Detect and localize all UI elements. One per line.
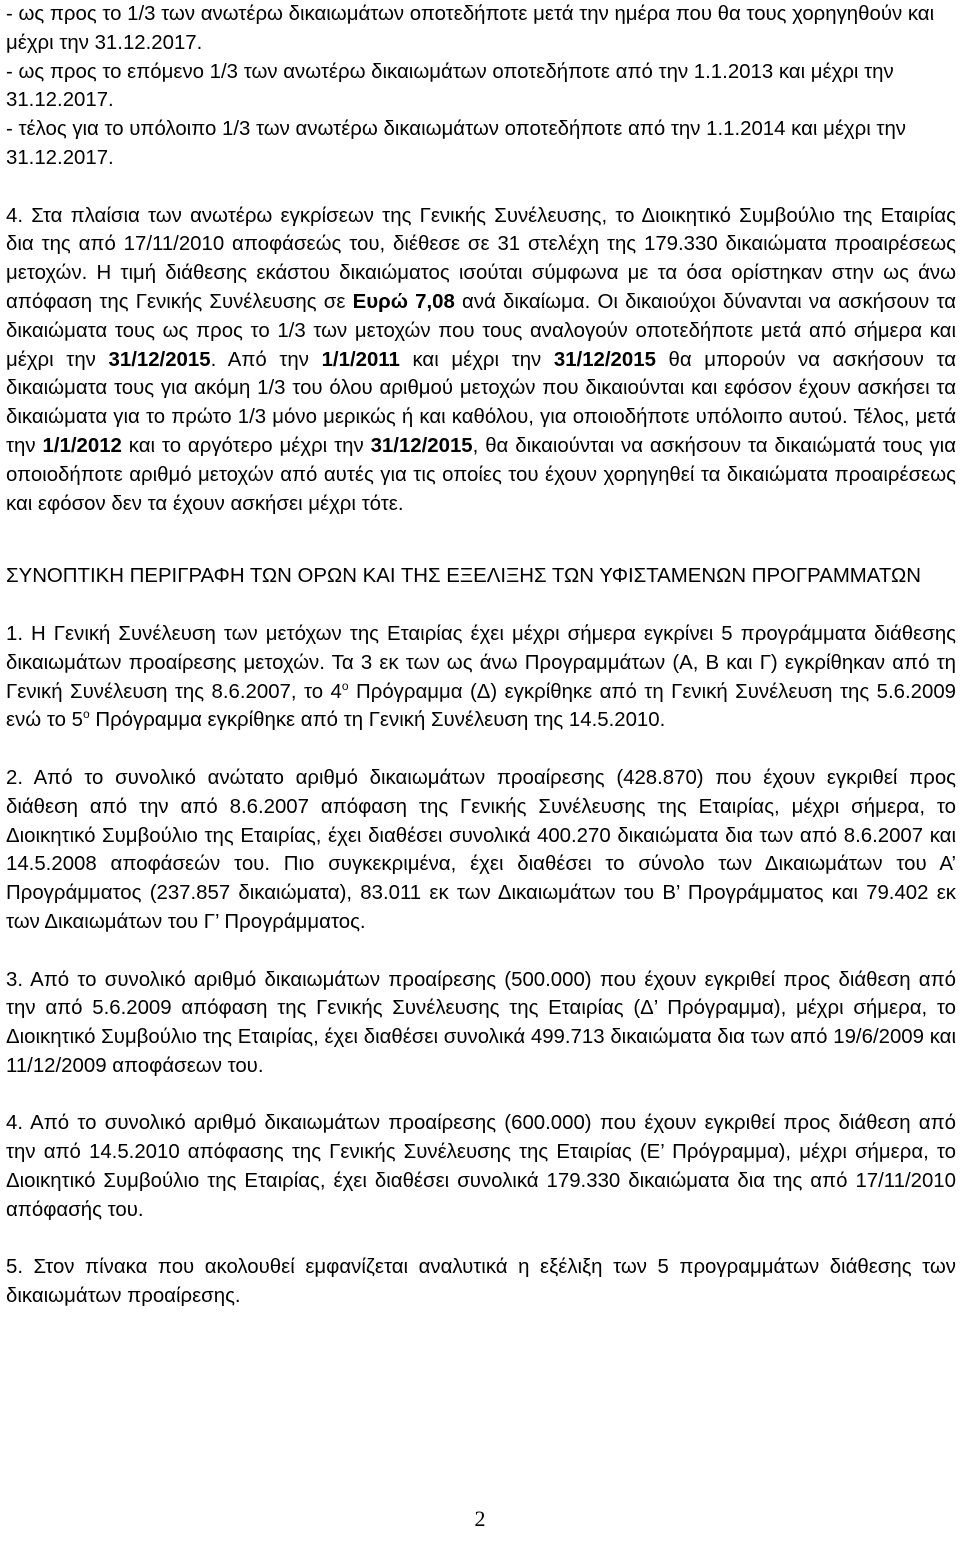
- paragraph-item-5: 5. Στον πίνακα που ακολουθεί εμφανίζεται αναλυτικά η εξέλιξη των 5 προγραμμάτων διάθεσης των δικαιωμάτων προαίρεσης.: [6, 1256, 956, 1308]
- section-heading: ΣΥΝΟΠΤΙΚΗ ΠΕΡΙΓΡΑΦΗ ΤΩΝ ΟΡΩΝ ΚΑΙ ΤΗΣ ΕΞΕΛΙΞΗΣ ΤΩΝ ΥΦΙΣΤΑΜΕΝΩΝ ΠΡΟΓΡΑΜΜΑΤΩΝ: [6, 565, 921, 588]
- paragraph-item-3: 3. Από το συνολικό αριθμό δικαιωμάτων προαίρεσης (500.000) που έχουν εγκριθεί προς διάθεση από την από 5.6.2009 απόφαση της Γενικής Συνέλευσης της Εταιρίας (Δ’ Πρόγραμμα), μέχρι σήμερα, το Διοικητικό Συμβούλιο της Εταιρίας, έχει διαθέσει συνολικά 499.713 δικαιώματα δια των από 19/6/2009 και 11/12/2009 αποφάσεων του.: [6, 968, 956, 1077]
- text-run: ανά δικαίωμα. Οι δικαιούχοι δύνανται να ασκήσουν τα δικαιώματα τους ως προς το 1/3 των μετοχών που τους αναλογούν οποτεδήποτε μετά από σήμερα και μέχρι την: [6, 290, 956, 371]
- text-run: Πρόγραμμα εγκρίθηκε από τη Γενική Συνέλευση της 14.5.2010.: [89, 709, 666, 732]
- date-bold: 31/12/2015: [553, 348, 656, 371]
- paragraph-section-4: [6, 202, 956, 519]
- text-run: . Από την: [210, 348, 322, 371]
- date-bold: 31/12/2015: [370, 434, 473, 457]
- text-run: , θα δικαιούνται να ασκήσουν τα δικαιώματά τους για οποιοδήποτε αριθμό μετοχών από αυτές για τις οποίες του έχουν χορηγηθεί τα δικαιώματα προαιρέσεως και εφόσον δεν τα έχουν ασκήσει μέχρι τότε.: [6, 434, 956, 515]
- text-run: θα μπορούν να ασκήσουν τα δικαιώματα τους για ακόμη 1/3 του όλου αριθμού μετοχών που δικαιούνται και εφόσον έχουν ασκήσει τα δικαιώματα για το πρώτο 1/3 μόνο μερικώς ή και καθόλου, για οποιοδήποτε υπόλοιπο αυτού. Τέλος, μετά την: [6, 348, 957, 457]
- paragraph-item-4: 4. Από το συνολικό αριθμό δικαιωμάτων προαίρεσης (600.000) που έχουν εγκριθεί προς διάθεση από την από 14.5.2010 απόφασης της Γενικής Συνέλευσης της Εταιρίας (Ε’ Πρόγραμμα), μέχρι σήμερα, το Διοικητικό Συμβούλιο της Εταιρίας, έχει διαθέσει συνολικά 179.330 δικαιώματα δια της από 17/11/2010 απόφασής του.: [6, 1112, 956, 1221]
- document-page: [6, 0, 956, 1311]
- page-number: 2: [474, 1506, 486, 1531]
- bullet-remaining-third: - τέλος για το υπόλοιπο 1/3 των ανωτέρω δικαιωμάτων οποτεδήποτε από την 1.1.2014 και μέχρι την 31.12.2017.: [6, 118, 907, 169]
- text-run: και μέχρι την: [399, 348, 554, 371]
- text-run: 4. Στα πλαίσια των ανωτέρω εγκρίσεων της Γενικής Συνέλευσης, το Διοικητικό Συμβούλιο της Εταιρίας δια της από 17/11/2010 αποφάσεώς του, διέθεσε σε 31 στελέχη της 179.330 δικαιώματα προαιρέσεως μετοχών. Η τιμή διάθεσης εκάστου δικαιώματος ισούται σύμφωνα με τα όσα ορίστηκαν στην ως άνω απόφαση της Γενικής Συνέλευσης σε: [6, 204, 956, 313]
- price-per-right: Ευρώ 7,08: [352, 290, 455, 313]
- text-run: 1. Η Γενική Συνέλευση των μετόχων της Εταιρίας έχει μέχρι σήμερα εγκρίνει 5 προγράμματα διάθεσης δικαιωμάτων προαίρεσης μετοχών. Τα 3 εκ των ως άνω Προγραμμάτων (Α, Β και Γ) εγκρίθηκαν από τη Γενική Συνέλευση της 8.6.2007, το 4: [6, 622, 956, 703]
- ordinal-superscript: ο: [82, 707, 90, 722]
- date-bold: 31/12/2015: [108, 348, 211, 371]
- bullet-second-third: - ως προς το επόμενο 1/3 των ανωτέρω δικαιωμάτων οποτεδήποτε από την 1.1.2013 και μέχρι την 31.12.2017.: [6, 60, 894, 112]
- text-run: και το αργότερο μέχρι την: [121, 434, 371, 457]
- date-bold: 1/1/2012: [42, 434, 122, 457]
- date-bold: 1/1/2011: [321, 348, 400, 371]
- text-run: Πρόγραμμα (Δ) εγκρίθηκε από τη Γενική Συνέλευση της 5.6.2009 ενώ το 5: [6, 680, 956, 732]
- ordinal-superscript: ο: [341, 678, 349, 693]
- bullet-first-third: - ως προς το 1/3 των ανωτέρω δικαιωμάτων οποτεδήποτε μετά την ημέρα που θα τους χορηγηθούν και μέχρι την 31.12.2017.: [6, 3, 935, 54]
- paragraph-item-2: 2. Από το συνολικό ανώτατο αριθμό δικαιωμάτων προαίρεσης (428.870) που έχουν εγκριθεί προς διάθεση από την από 8.6.2007 απόφαση της Γενικής Συνέλευσης της Εταιρίας, μέχρι σήμερα, το Διοικητικό Συμβούλιο της Εταιρίας, έχει διαθέσει συνολικά 400.270 δικαιώματα δια των από 8.6.2007 και 14.5.2008 αποφάσεών του. Πιο συγκεκριμένα, έχει διαθέσει το σύνολο των Δικαιωμάτων του Α’ Προγράμματος (237.857 δικαιώματα), 83.011 εκ των Δικαιωμάτων του Β’ Προγράμματος και 79.402 εκ των Δικαιωμάτων του Γ’ Προγράμματος.: [6, 766, 956, 933]
- paragraph-item-1: [6, 620, 956, 735]
